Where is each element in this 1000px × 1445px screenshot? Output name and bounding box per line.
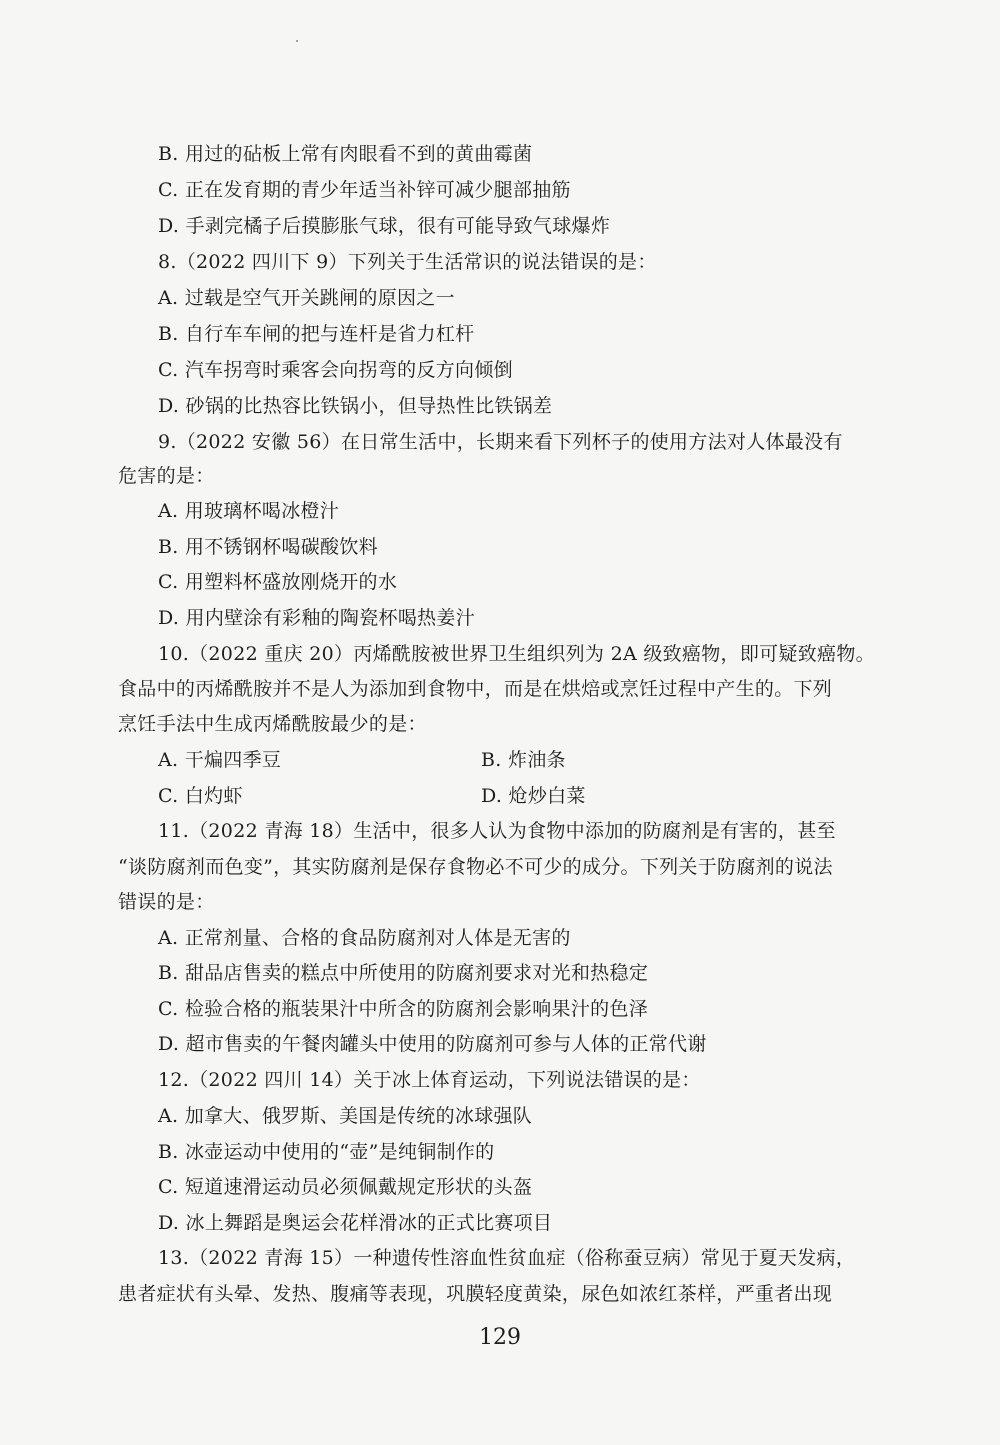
q11-option-c: C. 检验合格的瓶装果汁中所含的防腐剂会影响果汁的色泽 — [158, 998, 649, 1020]
q12-option-c: C. 短道速滑运动员必须佩戴规定形状的头盔 — [158, 1176, 533, 1198]
q10-option-b: B. 炸油条 — [481, 749, 566, 771]
q7-option-b: B. 用过的砧板上常有肉眼看不到的黄曲霉菌 — [158, 143, 533, 165]
q12-stem: 12.（2022 四川 14）关于冰上体育运动，下列说法错误的是： — [158, 1069, 701, 1091]
q8-option-a: A. 过载是空气开关跳闸的原因之一 — [158, 287, 455, 309]
q11-option-d: D. 超市售卖的午餐肉罐头中使用的防腐剂可参与人体的正常代谢 — [158, 1033, 707, 1055]
q10-stem-line-2: 食品中的丙烯酰胺并不是人为添加到食物中，而是在烘焙或烹饪过程中产生的。下列 — [118, 678, 833, 700]
scan-speck — [296, 40, 298, 42]
q12-option-d: D. 冰上舞蹈是奥运会花样滑冰的正式比赛项目 — [158, 1212, 553, 1234]
q11-stem-line-1: 11.（2022 青海 18）生活中，很多人认为食物中添加的防腐剂是有害的，甚至 — [158, 820, 836, 842]
q9-option-c: C. 用塑料杯盛放刚烧开的水 — [158, 571, 398, 593]
q11-stem-line-2: “谈防腐剂而色变”，其实防腐剂是保存食物必不可少的成分。下列关于防腐剂的说法 — [118, 856, 833, 878]
q10-stem-line-1: 10.（2022 重庆 20）丙烯酰胺被世界卫生组织列为 2A 级致癌物，即可疑致癌物。 — [158, 643, 875, 665]
q9-stem-line-1: 9.（2022 安徽 56）在日常生活中，长期来看下列杯子的使用方法对人体最没有 — [158, 431, 843, 453]
q8-option-b: B. 自行车车闸的把与连杆是省力杠杆 — [158, 323, 475, 345]
q11-stem-line-3: 错误的是： — [118, 891, 215, 913]
q10-option-d: D. 炝炒白菜 — [481, 785, 586, 807]
q10-stem-line-3: 烹饪手法中生成丙烯酰胺最少的是： — [118, 713, 427, 735]
q9-option-a: A. 用玻璃杯喝冰橙汁 — [158, 500, 340, 522]
q10-option-a: A. 干煸四季豆 — [158, 749, 282, 771]
q9-stem-line-2: 危害的是： — [118, 465, 215, 487]
q7-option-c: C. 正在发育期的青少年适当补锌可减少腿部抽筋 — [158, 179, 571, 201]
q10-option-c: C. 白灼虾 — [158, 785, 243, 807]
q12-option-b: B. 冰壶运动中使用的“壶”是纯铜制作的 — [158, 1141, 495, 1163]
q13-stem-line-1: 13.（2022 青海 15）一种遗传性溶血性贫血症（俗称蚕豆病）常见于夏天发病， — [158, 1247, 856, 1269]
page-number: 129 — [479, 1325, 521, 1350]
q7-option-d: D. 手剥完橘子后摸膨胀气球，很有可能导致气球爆炸 — [158, 215, 611, 237]
q8-option-c: C. 汽车拐弯时乘客会向拐弯的反方向倾倒 — [158, 359, 513, 381]
q8-stem: 8.（2022 四川下 9）下列关于生活常识的说法错误的是： — [158, 251, 657, 273]
q11-option-a: A. 正常剂量、合格的食品防腐剂对人体是无害的 — [158, 927, 571, 949]
q12-option-a: A. 加拿大、俄罗斯、美国是传统的冰球强队 — [158, 1105, 533, 1127]
q9-option-b: B. 用不锈钢杯喝碳酸饮料 — [158, 536, 378, 558]
q13-stem-line-2: 患者症状有头晕、发热、腹痛等表现，巩膜轻度黄染，尿色如浓红茶样，严重者出现 — [118, 1283, 833, 1305]
q11-option-b: B. 甜品店售卖的糕点中所使用的防腐剂要求对光和热稳定 — [158, 962, 649, 984]
q9-option-d: D. 用内壁涂有彩釉的陶瓷杯喝热姜汁 — [158, 607, 476, 629]
q8-option-d: D. 砂锅的比热容比铁锅小，但导热性比铁锅差 — [158, 395, 553, 417]
